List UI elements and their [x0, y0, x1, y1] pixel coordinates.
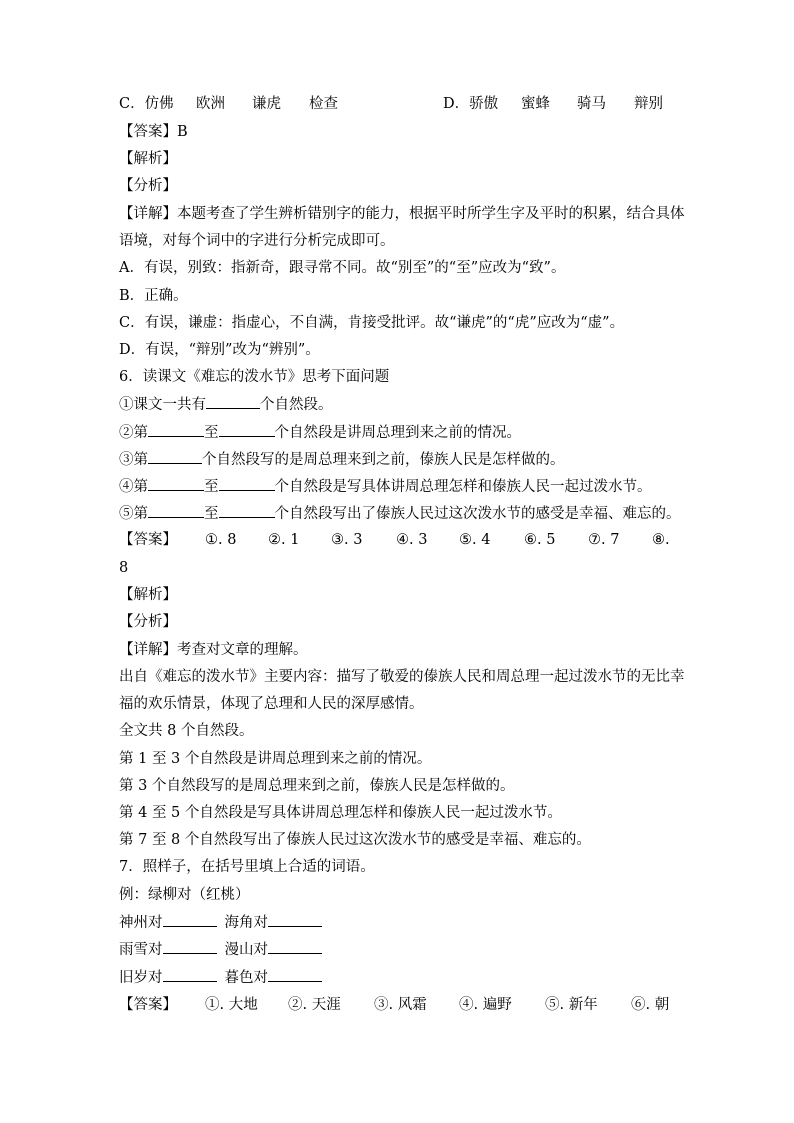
- blank[interactable]: [206, 394, 260, 409]
- blank[interactable]: [219, 476, 275, 491]
- answer-6-item: ⑤. 4: [459, 532, 491, 548]
- option-d-word2: 蜜蜂: [521, 96, 550, 112]
- detail-5-line-1: 【详解】本题考查了学生辨析错别字的能力，根据平时所学生字及平时的积累，结合具体: [119, 206, 685, 222]
- blank[interactable]: [219, 503, 275, 518]
- blank[interactable]: [163, 912, 217, 927]
- blank[interactable]: [148, 449, 202, 464]
- option-c-word3: 谦虎: [252, 96, 281, 112]
- option-c-word2: 欧洲: [196, 96, 225, 112]
- option-d-word4: 辩别: [634, 96, 663, 112]
- blank[interactable]: [163, 939, 217, 954]
- question-6-item-2: ②第 至 个自然段是讲周总理到来之前的情况。: [119, 422, 521, 443]
- analysis-sub-heading-5: 【分析】: [119, 178, 177, 194]
- answer-7-item: ③. 风霜: [374, 997, 427, 1013]
- blank[interactable]: [268, 967, 322, 982]
- answer-6-item: ⑦. 7: [588, 532, 620, 548]
- answer-6-item: ②. 1: [268, 532, 300, 548]
- answer-7-label: 【答案】: [119, 997, 177, 1013]
- detail-6-line: 福的欢乐情景，体现了总理和人民的深厚感情。: [119, 696, 424, 712]
- detail-5-option-b: B．正确。: [119, 288, 188, 304]
- analysis-heading-5: 【解析】: [119, 151, 177, 167]
- answer-7-item: ①. 大地: [205, 997, 258, 1013]
- answer-7-item: ④. 遍野: [459, 997, 512, 1013]
- blank[interactable]: [163, 967, 217, 982]
- question-7-row-2: 雨雪对 漫山对: [119, 939, 322, 960]
- answer-7-item: ⑥. 朝: [631, 997, 670, 1013]
- detail-6-line: 第 7 至 8 个自然段写出了傣族人民过这次泼水节的感受是幸福、难忘的。: [119, 832, 591, 848]
- answer-6-label: 【答案】: [119, 532, 177, 548]
- blank[interactable]: [148, 476, 204, 491]
- answer-6-item: ⑧.: [652, 532, 670, 548]
- answer-5: 【答案】B: [119, 124, 188, 140]
- answer-6-tail: 8: [119, 560, 129, 576]
- question-6-item-3: ③第 个自然段写的是周总理来到之前，傣族人民是怎样做的。: [119, 449, 565, 470]
- answer-7-item: ⑤. 新年: [545, 997, 598, 1013]
- detail-6-line: 第 4 至 5 个自然段是写具体讲周总理怎样和傣族人民一起过泼水节。: [119, 805, 562, 821]
- detail-6-line: 第 1 至 3 个自然段是讲周总理到来之前的情况。: [119, 751, 432, 767]
- blank[interactable]: [268, 912, 322, 927]
- detail-5-option-a: A．有误，别致：指新奇，跟寻常不同。故“别至”的“至”应改为“致”。: [119, 260, 566, 276]
- option-c-word1: C．仿佛: [119, 96, 174, 112]
- question-7-title: 7．照样子，在括号里填上合适的词语。: [119, 859, 375, 875]
- detail-5-line-2: 语境，对每个词中的字进行分析完成即可。: [119, 233, 395, 249]
- option-d-word1: D．骄傲: [443, 96, 499, 112]
- answer-6-item: ③. 3: [331, 532, 363, 548]
- question-7-row-1: 神州对 海角对: [119, 912, 322, 933]
- question-7-row-3: 旧岁对 暮色对: [119, 967, 322, 988]
- question-6-item-5: ⑤第 至 个自然段写出了傣族人民过这次泼水节的感受是幸福、难忘的。: [119, 503, 681, 524]
- detail-6-line: 第 3 个自然段写的是周总理来到之前，傣族人民是怎样做的。: [119, 778, 515, 794]
- detail-6-line: 出自《难忘的泼水节》主要内容：描写了敬爱的傣族人民和周总理一起过泼水节的无比幸: [119, 669, 685, 685]
- detail-6-line: 全文共 8 个自然段。: [119, 723, 254, 739]
- answer-7-item: ②. 天涯: [288, 997, 341, 1013]
- question-6-title: 6．读课文《难忘的泼水节》思考下面问题: [119, 369, 390, 385]
- analysis-sub-heading-6: 【分析】: [119, 614, 177, 630]
- detail-5-option-d: D．有误，“辩别”改为“辨别”。: [119, 342, 320, 358]
- question-7-example: 例：绿柳对（红桃）: [119, 887, 250, 903]
- blank[interactable]: [148, 422, 204, 437]
- option-c-word4: 检查: [309, 96, 338, 112]
- question-6-item-4: ④第 至 个自然段是写具体讲周总理怎样和傣族人民一起过泼水节。: [119, 476, 652, 497]
- blank[interactable]: [219, 422, 275, 437]
- answer-6-item: ①. 8: [205, 532, 237, 548]
- analysis-heading-6: 【解析】: [119, 587, 177, 603]
- option-d-word3: 骑马: [577, 96, 606, 112]
- answer-6-item: ④. 3: [396, 532, 428, 548]
- blank[interactable]: [148, 503, 204, 518]
- detail-5-option-c: C．有误，谦虚：指虚心，不自满，肯接受批评。故“谦虎”的“虎”应改为“虚”。: [119, 315, 625, 331]
- blank[interactable]: [268, 939, 322, 954]
- question-6-item-1: ①课文一共有 个自然段。: [119, 394, 333, 415]
- detail-6-line: 【详解】考查对文章的理解。: [119, 642, 308, 658]
- answer-6-item: ⑥. 5: [524, 532, 556, 548]
